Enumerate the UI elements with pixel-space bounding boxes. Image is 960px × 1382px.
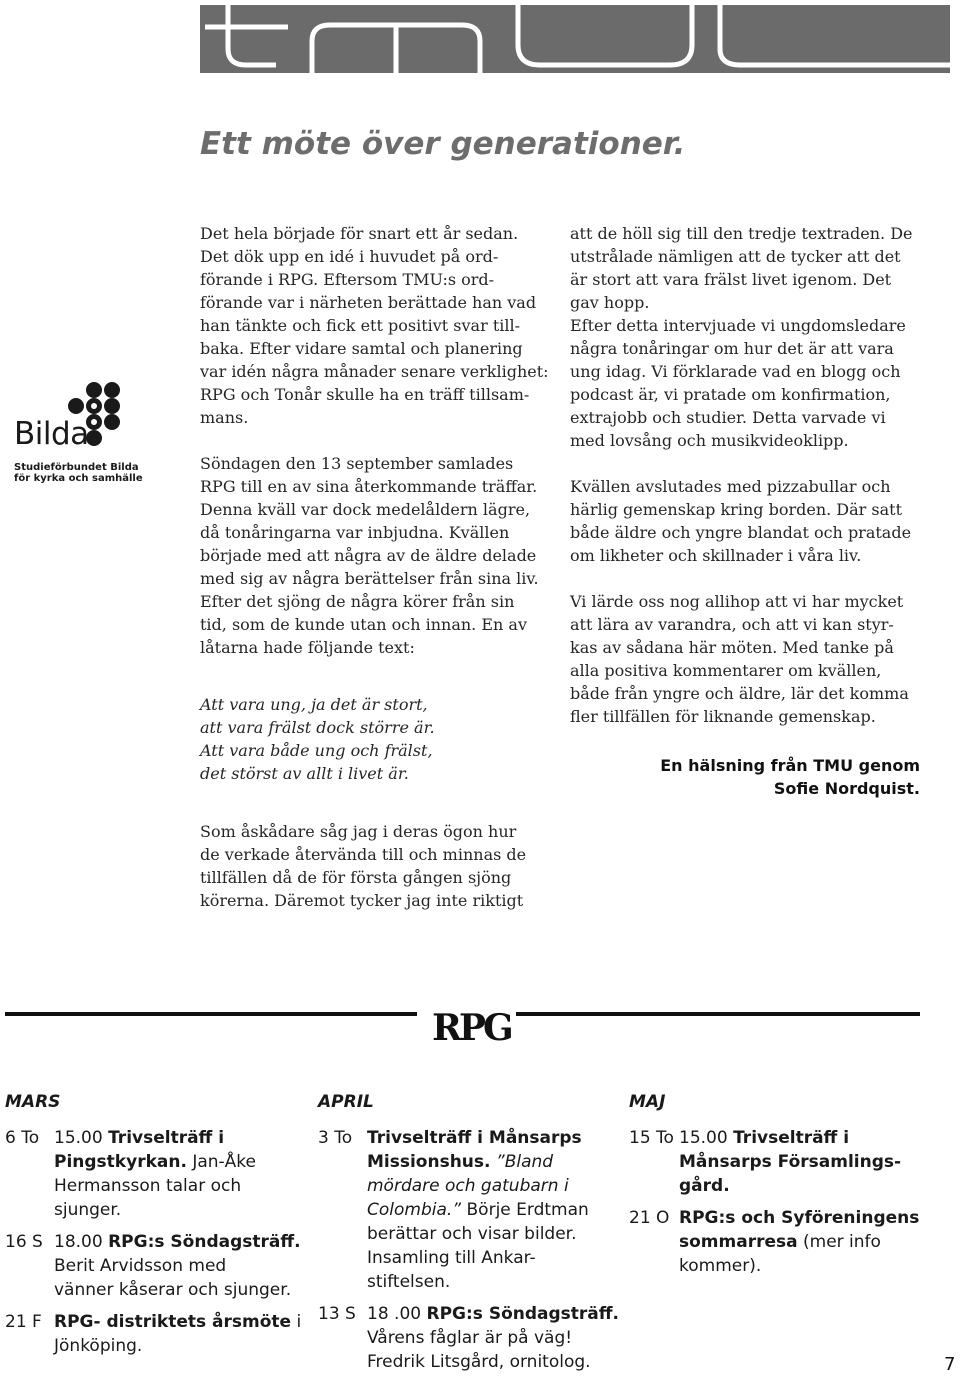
article-line: tid, som de kunde utan och innan. En av [200,615,527,634]
event-text-line [367,1302,618,1326]
calendar-event [629,1206,929,1278]
article-line: att lära av varandra, och att vi kan styr- [570,615,894,634]
song-quote [200,693,549,785]
article-line: både äldre och yngre blandat och pratade [570,523,912,542]
event-text: vänner kåserar och sjunger. [54,1280,292,1300]
calendar-event [318,1126,618,1294]
event-text: RPG:s Söndagsträff. [426,1304,619,1324]
article-line: Som åskådare såg jag i deras ögon hur [200,822,517,841]
event-text-line [54,1254,305,1278]
article-line: förande i RPG. Eftersom TMU:s ord- [200,270,495,289]
article-left-column [200,222,549,912]
divider-right [516,1012,920,1016]
event-date: 6 To [5,1128,40,1148]
month-label: APRIL [318,1092,374,1112]
event-text: mördare och gatubarn i [367,1176,569,1196]
event-list [629,1126,929,1278]
event-text: Missionshus. [367,1152,491,1172]
article-line: med lovsång och musikvideoklipp. [570,431,849,450]
event-text: Trivselträff i [733,1128,850,1148]
article-right-column [570,222,913,728]
event-text-line [679,1174,929,1198]
calendar-april [318,1090,618,1382]
event-list [318,1126,618,1374]
article-line: då tonåringarna var inbjudna. Kvällen [200,523,510,542]
tmu-banner [200,5,950,73]
bilda-tagline-2: för kyrka och samhälle [14,473,143,484]
event-text: sommarresa [679,1232,798,1252]
event-date: 15 To [629,1128,674,1148]
bilda-tagline [14,462,143,484]
article-line: med sig av några berättelser från sina liv. [200,569,539,588]
event-text: Trivselträff i [108,1128,225,1148]
article-line: mans. [200,408,249,427]
signature-line-2: Sofie Nordquist. [773,779,920,798]
calendar-event [318,1302,618,1374]
article-line: gav hopp. [570,293,650,312]
event-text: RPG- distriktets årsmöte [54,1312,292,1332]
event-text: Colombia.” [367,1200,462,1220]
article-line: Det hela började för snart ett år sedan. [200,224,519,243]
article-line: Det dök upp en idé i huvudet på ord- [200,247,499,266]
divider-left [5,1012,417,1016]
event-text-line [54,1126,305,1150]
month-label: MARS [5,1092,61,1112]
event-text-line [367,1350,618,1374]
article-line: baka. Efter vidare samtal och planering [200,339,523,358]
event-text: stiftelsen. [367,1272,451,1292]
event-text: 18 .00 [367,1304,427,1324]
event-text: (mer info [797,1232,881,1252]
event-text-line [679,1230,929,1254]
article-line: tillfällen då de för första gången sjöng [200,868,512,887]
event-date: 3 To [318,1128,353,1148]
event-text: ”Bland [490,1152,554,1172]
article-line: om likheter och skillnader i våra liv. [570,546,862,565]
event-list [5,1126,305,1358]
quote-line: Att vara både ung och frälst, [200,741,433,760]
article-left-body [200,222,549,659]
article-line: ung idag. Vi förklarade vad en blogg och [570,362,901,381]
article-line: Vi lärde oss nog allihop att vi har mycket [570,592,904,611]
event-text-line [367,1222,618,1246]
event-text: 18.00 [54,1232,109,1252]
quote-line: Att vara ung, ja det är stort, [200,695,428,714]
event-text: RPG:s Söndagsträff. [108,1232,301,1252]
event-date: 16 S [5,1232,43,1252]
event-text: Pingstkyrkan. [54,1152,187,1172]
month-label: MAJ [629,1092,666,1112]
event-text: gård. [679,1176,730,1196]
article-line: RPG till en av sina återkommande träffar. [200,477,538,496]
event-text-line [54,1334,305,1358]
event-text: Insamling till Ankar- [367,1248,536,1268]
article-line: fler tillfällen för liknande gemenskap. [570,707,876,726]
event-text-line [679,1150,929,1174]
article-line: han tänkte och fick ett positivt svar till- [200,316,521,335]
event-date: 13 S [318,1304,356,1324]
event-text-line [367,1150,618,1174]
event-text-line [367,1326,618,1350]
bilda-wordmark: Bilda [14,416,89,452]
event-text: berättar och visar bilder. [367,1224,577,1244]
rpg-logo-letters: RPG [432,1007,511,1049]
event-text: i [291,1312,302,1332]
article-line: körerna. Däremot tycker jag inte riktigt [200,891,524,910]
event-text-line [367,1174,618,1198]
signature-line-1: En hälsning från TMU genom [660,756,920,775]
article-line: RPG och Tonår skulle ha en träff tillsam- [200,385,530,404]
event-text-line [367,1246,618,1270]
article-line: förande var i närheten berättade han vad [200,293,537,312]
event-text-line [54,1278,305,1302]
event-text: Jönköping. [54,1336,143,1356]
event-text-line [54,1310,305,1334]
page-title: Ett möte över generationer. [200,126,686,162]
calendar-event [629,1126,929,1198]
event-text-line [54,1174,305,1198]
tmu-wordmark-graphic [200,5,950,73]
article-line: var idén några månader senare verklighet: [200,362,549,381]
event-text-line [679,1254,929,1278]
article-line: låtarna hade följande text: [200,638,415,657]
event-text: Börje Erdtman [461,1200,589,1220]
paragraph-gap [570,452,913,475]
event-text-line [679,1126,929,1150]
quote-line: det störst av allt i livet är. [200,764,409,783]
event-text: Berit Arvidsson med [54,1256,227,1276]
article-line: är stort att vara frälst livet igenom. Det [570,270,892,289]
article-line: härlig gemenskap kring borden. Där satt [570,500,902,519]
event-text-line [54,1230,305,1254]
article-line: några tonåringar om hur det är att vara [570,339,894,358]
article-left-end [200,820,549,912]
event-text: sjunger. [54,1200,122,1220]
paragraph-gap [200,429,549,452]
article-line: utstrålade nämligen att de tycker att det [570,247,901,266]
event-text: Jan-Åke [186,1152,256,1172]
event-text: RPG:s och Syföreningens [679,1208,920,1228]
article-line: extrajobb och studier. Detta varvade vi [570,408,886,427]
calendar-event [5,1230,305,1302]
article-line: Kvällen avslutades med pizzabullar och [570,477,891,496]
event-text-line [54,1150,305,1174]
article-line: både från yngre och äldre, lär det komma [570,684,909,703]
calendar-event [5,1126,305,1222]
event-date: 21 F [5,1312,42,1332]
page-number: 7 [944,1354,956,1375]
calendar-event [5,1310,305,1358]
event-text-line [367,1270,618,1294]
bilda-logo [14,380,184,490]
event-text-line [679,1206,929,1230]
event-text: Hermansson talar och [54,1176,242,1196]
rpg-logo [432,992,511,1049]
event-text: Vårens fåglar är på väg! [367,1328,573,1348]
event-text: Månsarps Församlings- [679,1152,902,1172]
event-text: 15.00 [679,1128,734,1148]
article-line: Efter det sjöng de några körer från sin [200,592,515,611]
article-line: Efter detta intervjuade vi ungdomsledare [570,316,906,335]
event-text-line [54,1198,305,1222]
article-line: de verkade återvända till och minnas de [200,845,527,864]
article-line: började med att några av de äldre delade [200,546,537,565]
calendar-maj [629,1090,929,1286]
event-date: 21 O [629,1208,670,1228]
article-line: alla positiva kommentarer om kvällen, [570,661,882,680]
article-line: kas av sådana här möten. Med tanke på [570,638,894,657]
event-text: kommer). [679,1256,762,1276]
event-text-line [367,1126,618,1150]
article-line: att de höll sig till den tredje textraden. De [570,224,913,243]
paragraph-gap [570,567,913,590]
bilda-tagline-1: Studieförbundet Bilda [14,462,139,473]
quote-line: att vara frälst dock större är. [200,718,435,737]
event-text-line [367,1198,618,1222]
article-line: Denna kväll var dock medelåldern lägre, [200,500,531,519]
event-text: Fredrik Litsgård, ornitolog. [367,1352,591,1372]
article-signature [660,754,920,800]
calendar-mars [5,1090,305,1366]
article-line: podcast är, vi pratade om konfirmation, [570,385,891,404]
event-text: 15.00 [54,1128,109,1148]
event-text: Trivselträff i Månsarps [367,1128,582,1148]
article-line: Söndagen den 13 september samlades [200,454,514,473]
